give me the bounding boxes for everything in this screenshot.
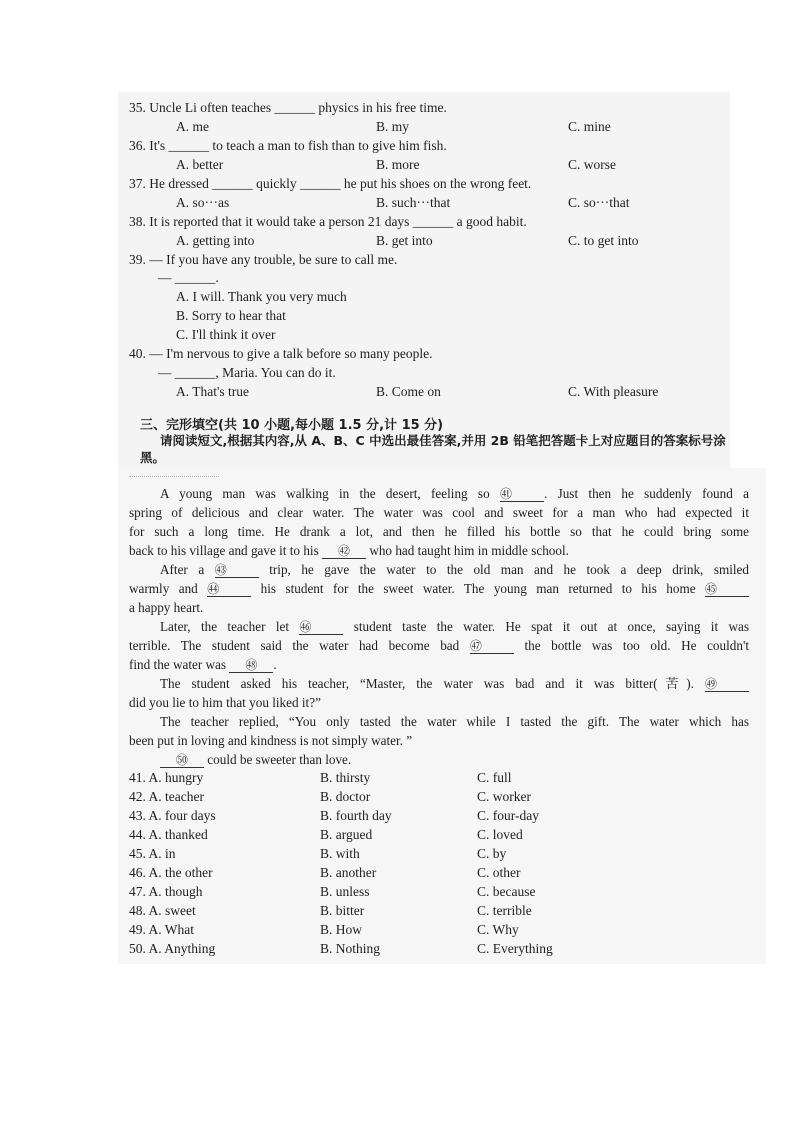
cloze-option-c: C. full xyxy=(477,770,512,785)
blank-41: ㊶ xyxy=(500,487,544,502)
cloze-option-row: 45. A. in xyxy=(129,846,176,861)
q39-option-b: B. Sorry to hear that xyxy=(176,308,286,323)
scan-artifact-line xyxy=(129,476,219,480)
passage-line: for such a long time. He drank a lot, and then he filled his bottle so that he could bring some xyxy=(129,524,749,539)
cloze-option-b: B. with xyxy=(320,846,360,861)
passage-line: spring of delicious and clear water. The water was cool and sweet for a man who had expected it xyxy=(129,505,749,520)
passage-line: warmly and ㊹ his student for the sweet water. The young man returned to his home ㊺ xyxy=(129,579,749,598)
q39-option-a: A. I will. Thank you very much xyxy=(176,289,347,304)
q37-option-b: B. such···that xyxy=(376,195,451,210)
blank-42: ㊷ xyxy=(322,544,366,559)
q37-option-a: A. so···as xyxy=(176,195,230,210)
passage-line: been put in loving and kindness is not simply water. ” xyxy=(129,733,413,748)
cloze-option-c: C. Why xyxy=(477,922,519,937)
q40-option-b: B. Come on xyxy=(376,384,441,399)
passage-line: ㊿ could be sweeter than love. xyxy=(160,750,780,769)
question-37: 37. He dressed ______ quickly ______ he put his shoes on the wrong feet. xyxy=(129,176,532,191)
q36-option-a: A. better xyxy=(176,157,224,172)
q36-option-c: C. worse xyxy=(568,157,616,172)
cloze-option-c: C. other xyxy=(477,865,521,880)
q38-option-c: C. to get into xyxy=(568,233,639,248)
passage-line: find the water was ㊽ . xyxy=(129,657,277,672)
q39-reply: — ______. xyxy=(158,270,219,285)
q40-reply: — ______, Maria. You can do it. xyxy=(158,365,336,380)
cloze-option-row: 42. A. teacher xyxy=(129,789,204,804)
section-instruction: 请阅读短文,根据其内容,从 A、B、C 中选出最佳答案,并用 2B 铅笔把答题卡上对应题目的答案标号涂黑。 xyxy=(140,433,726,465)
passage-line: After a ㊸ trip, he gave the water to the old man and he took a deep drink, smiled xyxy=(160,562,750,577)
cloze-option-row: 49. A. What xyxy=(129,922,195,937)
blank-49: ㊾ xyxy=(705,677,749,692)
q35-option-a: A. me xyxy=(176,119,209,134)
cloze-option-b: B. thirsty xyxy=(320,770,371,785)
q38-option-b: B. get into xyxy=(376,233,433,248)
cloze-option-c: C. Everything xyxy=(477,941,553,956)
blank-46: ㊻ xyxy=(299,620,343,635)
cloze-option-b: B. another xyxy=(320,865,377,880)
cloze-option-b: B. Nothing xyxy=(320,941,381,956)
passage-line: did you lie to him that you liked it?” xyxy=(129,695,321,710)
passage-line: The student asked his teacher, “Master, the water was bad and it was bitter(苦). ㊾ xyxy=(160,674,749,693)
question-35: 35. Uncle Li often teaches ______ physics in his free time. xyxy=(129,100,447,115)
q36-option-b: B. more xyxy=(376,157,420,172)
section-title: 三、完形填空(共 10 小题,每小题 1.5 分,计 15 分) xyxy=(140,418,444,433)
cloze-option-b: B. argued xyxy=(320,827,373,842)
passage-line: back to his village and gave it to his ㊷ who had taught him in middle school. xyxy=(129,543,569,558)
cloze-option-row: 41. A. hungry xyxy=(129,770,204,785)
cloze-option-row: 46. A. the other xyxy=(129,865,213,880)
cloze-option-c: C. because xyxy=(477,884,536,899)
cloze-option-c: C. terrible xyxy=(477,903,532,918)
cloze-option-row: 48. A. sweet xyxy=(129,903,196,918)
q40-option-a: A. That's true xyxy=(176,384,250,399)
blank-44: ㊹ xyxy=(207,582,251,597)
blank-45: ㊺ xyxy=(705,582,749,597)
passage-line: The teacher replied, “You only tasted the water while I tasted the gift. The water which has xyxy=(160,714,749,729)
passage-line: terrible. The student said the water had become bad ㊼ the bottle was too old. He couldn't xyxy=(129,638,750,653)
cloze-option-c: C. worker xyxy=(477,789,531,804)
question-38: 38. It is reported that it would take a person 21 days ______ a good habit. xyxy=(129,214,527,229)
blank-47: ㊼ xyxy=(470,639,514,654)
question-40: 40. — I'm nervous to give a talk before so many people. xyxy=(129,346,433,361)
cloze-option-c: C. four-day xyxy=(477,808,539,823)
cloze-option-b: B. unless xyxy=(320,884,370,899)
cloze-option-c: C. loved xyxy=(477,827,523,842)
passage-line: a happy heart. xyxy=(129,600,204,615)
blank-50: ㊿ xyxy=(160,753,204,768)
cloze-option-row: 50. A. Anything xyxy=(129,941,216,956)
question-39: 39. — If you have any trouble, be sure to call me. xyxy=(129,252,398,267)
cloze-option-b: B. doctor xyxy=(320,789,371,804)
cloze-option-row: 47. A. though xyxy=(129,884,203,899)
cloze-option-row: 43. A. four days xyxy=(129,808,216,823)
question-36: 36. It's ______ to teach a man to fish than to give him fish. xyxy=(129,138,447,153)
passage-line: Later, the teacher let ㊻ student taste the water. He spat it out at once, saying it was xyxy=(160,619,750,634)
q35-option-c: C. mine xyxy=(568,119,611,134)
q38-option-a: A. getting into xyxy=(176,233,255,248)
cloze-option-c: C. by xyxy=(477,846,507,861)
q39-option-c: C. I'll think it over xyxy=(176,327,276,342)
cloze-option-b: B. bitter xyxy=(320,903,365,918)
passage-line: A young man was walking in the desert, feeling so ㊶ . Just then he suddenly found a xyxy=(160,486,749,501)
q37-option-c: C. so···that xyxy=(568,195,630,210)
cloze-option-row: 44. A. thanked xyxy=(129,827,208,842)
q40-option-c: C. With pleasure xyxy=(568,384,659,399)
cloze-option-b: B. How xyxy=(320,922,363,937)
cloze-option-b: B. fourth day xyxy=(320,808,392,823)
blank-48: ㊽ xyxy=(229,658,273,673)
q35-option-b: B. my xyxy=(376,119,410,134)
blank-43: ㊸ xyxy=(215,563,259,578)
